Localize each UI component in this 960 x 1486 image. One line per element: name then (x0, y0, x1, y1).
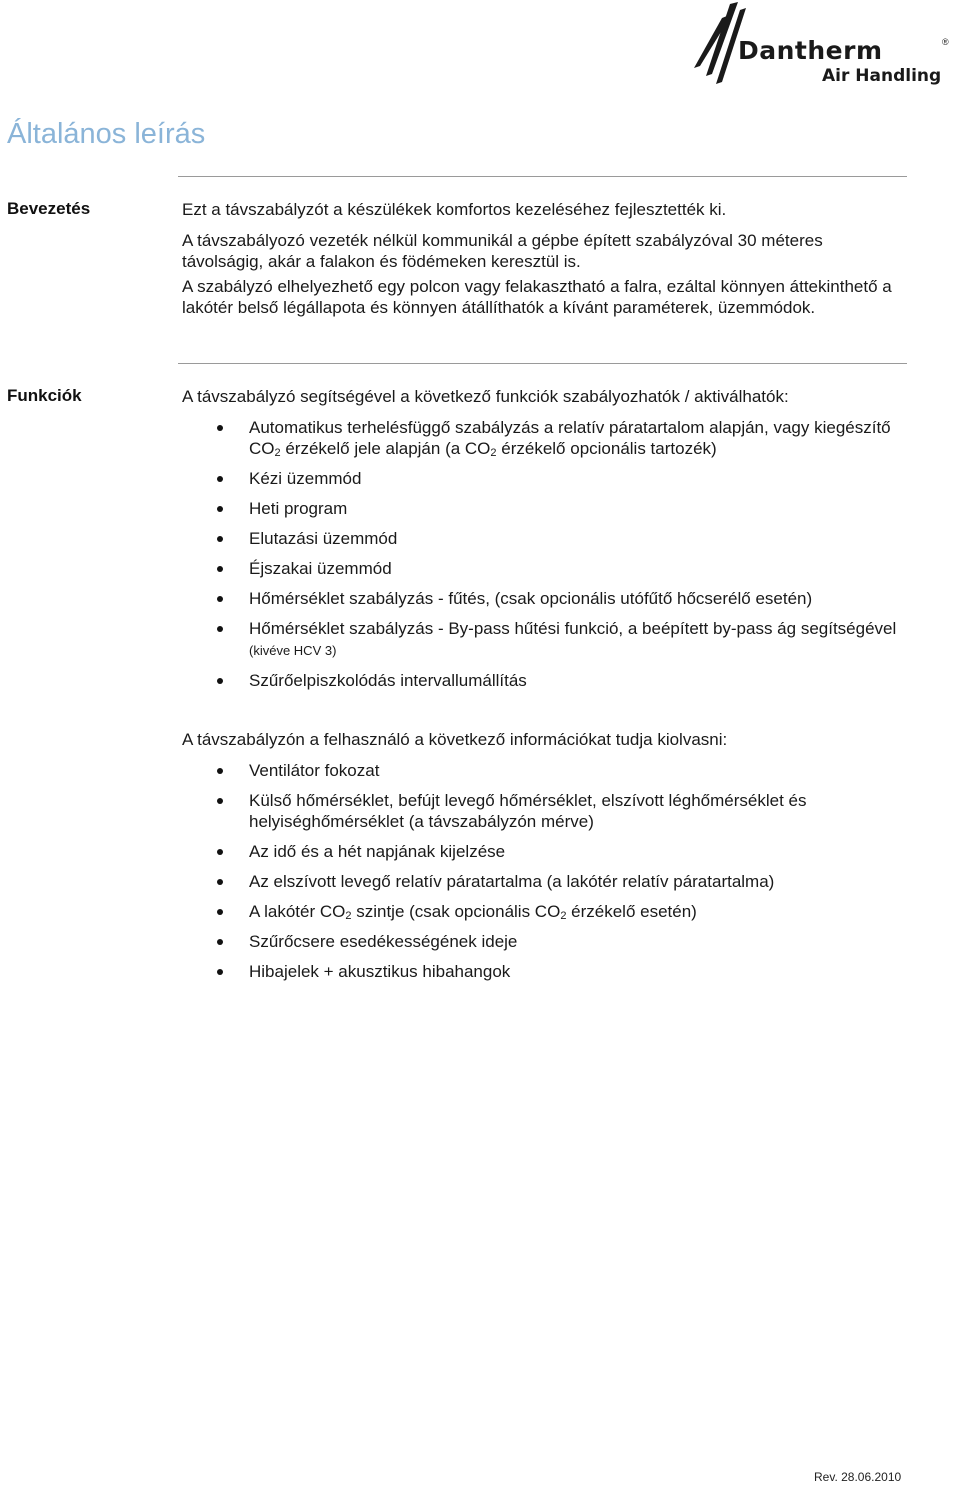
section-label-funkciok: Funkciók (7, 386, 82, 405)
logo-subline: Air Handling (822, 66, 942, 86)
section-divider (178, 176, 907, 177)
list-item: Szűrőcsere esedékességének ideje (182, 931, 902, 952)
list-item: Az elszívott levegő relatív páratartalma (a lakótér relatív páratartalma) (182, 871, 902, 892)
list-item: Kézi üzemmód (182, 468, 902, 489)
list-item: Az idő és a hét napjának kijelzése (182, 841, 902, 862)
list-item: Hőmérséklet szabályzás - fűtés, (csak opcionális utófűtő hőcserélő esetén) (182, 588, 902, 609)
revision-date: Rev. 28.06.2010 (814, 1470, 902, 1484)
list-item: Hőmérséklet szabályzás - By-pass hűtési funkció, a beépített by-pass ág segítségével (kivéve HCV 3) (182, 618, 902, 661)
section-body-bevezetes (182, 199, 902, 318)
logo-brand-name: Dantherm (738, 36, 883, 65)
paragraph: A távszabályozó vezeték nélkül kommunikál a gépbe épített szabályzóval 30 méteres távolságig, akár a falakon és födémeken keresztül is. (182, 231, 823, 271)
readout-list (182, 760, 902, 982)
section-divider (178, 363, 907, 364)
list-item: Hibajelek + akusztikus hibahangok (182, 961, 902, 982)
list-item: Külső hőmérséklet, befújt levegő hőmérséklet, elszívott léghőmérséklet és helyiséghőmérséklet (a távszabályzón mérve) (182, 790, 902, 832)
paragraph: A szabályzó elhelyezhető egy polcon vagy felakasztható a falra, ezáltal könnyen áttekinthető a lakótér belső légállapota és könnyen átállíthatók a kívánt paraméterek, üzemmódok. (182, 277, 892, 317)
readout-intro: A távszabályzón a felhasználó a következő információkat tudja kiolvasni: (182, 730, 728, 749)
list-item: Heti program (182, 498, 902, 519)
list-item: Elutazási üzemmód (182, 528, 902, 549)
dantherm-logo (692, 0, 954, 90)
logo-registered-mark: ® (942, 37, 949, 47)
list-item: Automatikus terhelésfüggő szabályzás a relatív páratartalom alapján, vagy kiegészítő $CO_2$ érzékelő jele alapján (a $CO_2$ érzékelő opcionális tartozék) (182, 417, 902, 459)
list-item: Ventilátor fokozat (182, 760, 902, 781)
functions-list (182, 417, 902, 691)
list-item: A lakótér $CO_2$ szintje (csak opcionális $CO_2$ érzékelő esetén) (182, 901, 902, 922)
list-item: Szűrőelpiszkolódás intervallumállítás (182, 670, 902, 691)
paragraph: Ezt a távszabályzót a készülékek komfortos kezeléséhez fejlesztették ki. (182, 200, 727, 219)
functions-intro: A távszabályzó segítségével a következő funkciók szabályozhatók / aktiválhatók: (182, 387, 789, 406)
page-title: Általános leírás (7, 118, 206, 150)
list-item: Éjszakai üzemmód (182, 558, 902, 579)
section-body-funkciok (182, 386, 902, 991)
section-label-bevezetes: Bevezetés (7, 199, 91, 218)
